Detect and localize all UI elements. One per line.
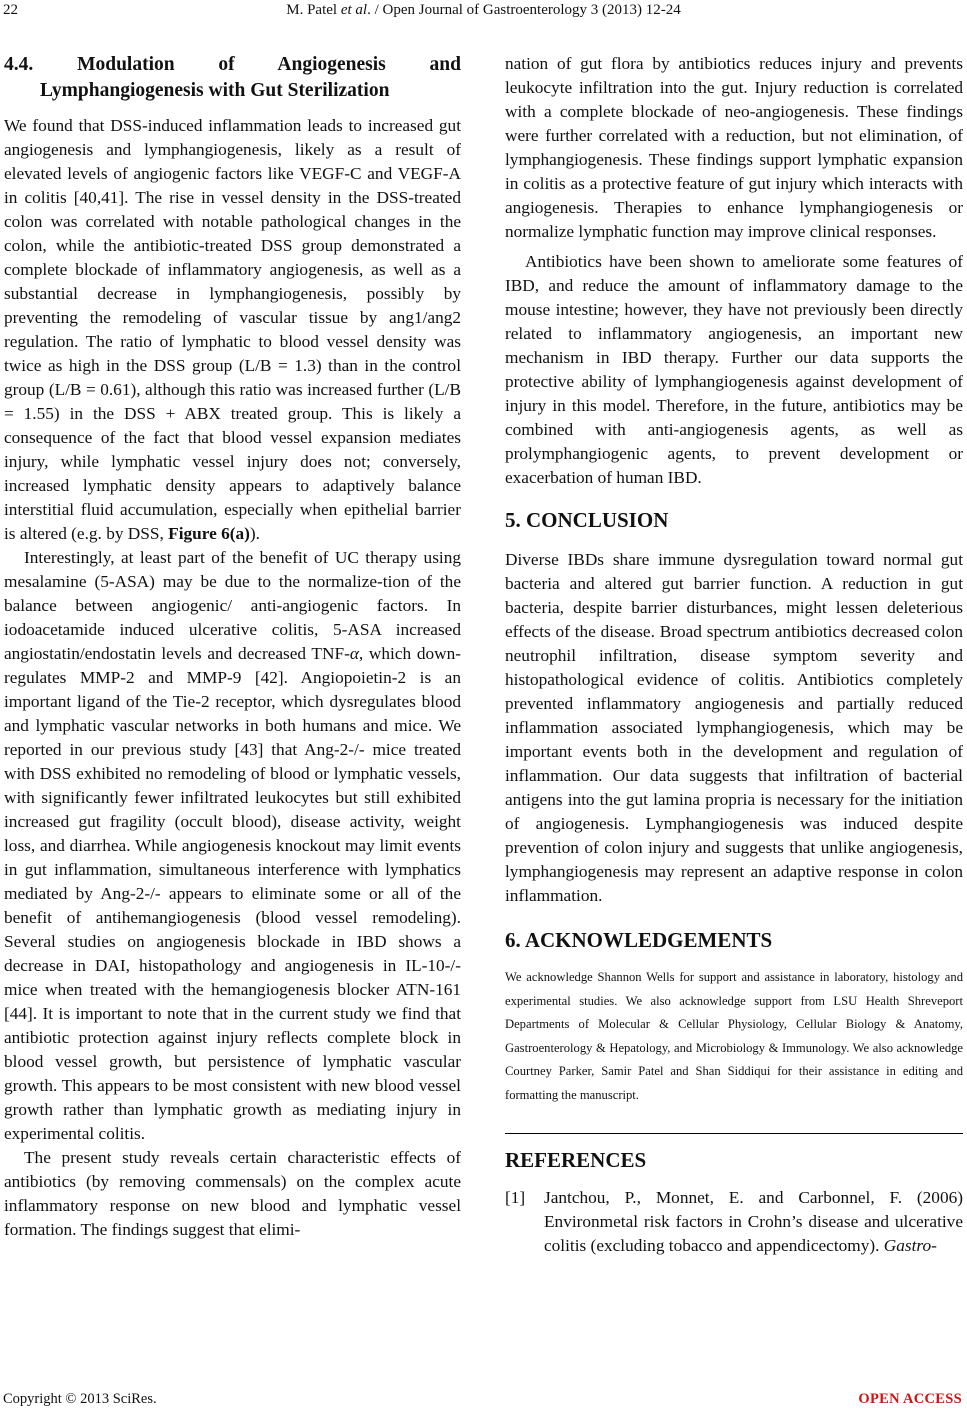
- acknowledgements-heading: 6. ACKNOWLEDGEMENTS: [505, 928, 773, 952]
- open-access-label: OPEN ACCESS: [858, 1391, 962, 1407]
- reference-item: [505, 1186, 963, 1258]
- paragraph: The present study reveals certain characteristic effects of antibiotics (by removing commensals) on the complex acute inflammatory response on new blood and lymphatic vessel formation. The findings suggest that elimi-: [4, 1148, 461, 1239]
- reference-text: Jantchou, P., Monnet, E. and Carbonnel, F. (2006) Environmetal risk factors in Crohn’s disease and ulcerative colitis (excluding tobacco and appendicectomy).: [544, 1188, 963, 1255]
- running-header: [0, 0, 967, 30]
- section-heading-4-4: 4.4. Modulation of Angiogenesis and Lymphangiogenesis with Gut Sterilization: [4, 54, 461, 101]
- references-heading: REFERENCES: [505, 1148, 647, 1172]
- reference-journal: Gastro-: [883, 1236, 937, 1255]
- left-column: [4, 52, 461, 1242]
- paragraph: nation of gut flora by antibiotics reduces injury and prevents leukocyte infiltration into the gut. Injury reduction is correlated with a complete blockade of neo-angiogenesis. These findings were further correlated with a reduction, but not elimination, of lymphangiogenesis. These findings support lymphatic expansion in colitis as a protective feature of gut injury which interacts with angiogenesis. Therapies to enhance lymphangiogenesis or normalize lymphatic function may improve clinical responses.: [505, 54, 963, 241]
- acknowledgements-paragraph: We acknowledge Shannon Wells for support and assistance in laboratory, histology and experimental studies. We also acknowledge support from LSU Health Shreveport Departments of Molecular & Cellular Physiology, Cellular Biology & Anatomy, Gastroenterology & Hepatology, and Microbiology & Immunology. We also acknowledge Courtney Parker, Samir Patel and Shan Siddiqui for their assistance in editing and formatting the manuscript.: [505, 970, 963, 1102]
- conclusion-heading: 5. CONCLUSION: [505, 508, 669, 532]
- paragraph: Interestingly, at least part of the benefit of UC therapy using mesalamine (5-ASA) may be due to the normalize-tion of the balance between angiogenic/ anti-angiogenic factors. In iodoacetamide induced ulcerative colitis, 5-ASA increased angiostatin/endostatin levels and decreased TNF-α, which down-regulates MMP-2 and MMP-9 [42]. Angiopoietin-2 is an important ligand of the Tie-2 receptor, which dysregulates blood and lymphatic vascular networks in both humans and mice. We reported in our previous study [43] that Ang-2-/- mice treated with DSS exhibited no remodeling of blood or lymphatic vessels, with significantly fewer infiltrated leukocytes but still exhibited increased gut fragility (occult blood), disease activity, weight loss, and diarrhea. While angiogenesis knockout may limit events in gut inflammation, simultaneous interference with lymphatics mediated by Ang-2-/- appears to eliminate some or all of the benefit of antihemangiogenesis (blood vessel remodeling). Several studies on angiogenesis blockade in IBD shows a decrease in DAI, histopathology and angiogenesis in IL-10-/- mice when treated with the hemangiogenesis blocker ATN-161 [44]. It is important to note that in the current study we find that antibiotic protection against injury reflects complete block in blood vessel growth, but persistence of lymphatic vascular growth. This appears to be most consistent with new blood vessel growth rather than lymphatic growth as mediating injury in experimental colitis.: [4, 548, 461, 1143]
- page-number: 22: [3, 2, 18, 18]
- figure-reference: Figure 6(a): [168, 524, 250, 543]
- copyright-notice: Copyright © 2013 SciRes.: [3, 1391, 157, 1407]
- references-divider: [505, 1133, 963, 1134]
- right-column: [505, 52, 963, 1258]
- conclusion-paragraph: Diverse IBDs share immune dysregulation toward normal gut bacteria and altered gut barrier function. A reduction in gut bacteria, despite barrier disturbances, might lessen deleterious effects of the disease. Broad spectrum antibiotics decreased colon neutrophil infiltration, disease symptom severity and histopathological evidence of colitis. Antibiotics completely prevented inflammatory angiogenesis and partially reduced inflammation associated lymphangiogenesis, which may be important events both in the development and regulation of inflammation. Our data suggests that infiltration of bacterial antigens into the gut lamina propria is necessary for the initiation of angiogenesis. Lymphangiogenesis was induced despite prevention of colon injury and suggests that unlike angiogenesis, lymphangiogenesis may represent an adaptive response in colon inflammation.: [505, 550, 963, 905]
- paragraph: Antibiotics have been shown to ameliorate some features of IBD, and reduce the amount of inflammatory damage to the mouse intestine; however, they have not previously been directly related to inflammatory angiogenesis, an important new mechanism in IBD therapy. Further our data supports the protective ability of lymphangiogenesis against development of injury in this model. Therefore, in the future, antibiotics may be combined with anti-angiogenesis agents, as well as prolymphangiogenic agents, to prevent development or exacerbation of human IBD.: [505, 252, 963, 487]
- running-title: M. Patel et al. / Open Journal of Gastroenterology 3 (2013) 12-24: [286, 2, 681, 18]
- reference-number: [1]: [505, 1188, 526, 1207]
- paragraph: We found that DSS-induced inflammation leads to increased gut angiogenesis and lymphangiogenesis, likely as a result of elevated levels of angiogenic factors like VEGF-C and VEGF-A in colitis [40,41]. The rise in vessel density in the DSS-treated colon was correlated with notable pathological changes in the colon, while the antibiotic-treated DSS group demonstrated a complete blockade of inflammatory angiogenesis, as well as a substantial decrease in lymphangiogenesis, possibly by preventing the remodeling of vascular tissue by ang1/ang2 regulation. The ratio of lymphatic to blood vessel density was twice as high in the DSS group (L/B = 1.3) than in the control group (L/B = 0.61), although this ratio was increased further (L/B = 1.55) in the DSS + ABX treated group. This is likely a consequence of the fact that blood vessel expansion mediates injury, while lymphatic vessel injury does not; conversely, increased lymphatic density appears to adaptively balance interstitial fluid accumulation, especially when epithelial barrier is altered (e.g. by DSS, Figure 6(a)).: [4, 116, 461, 543]
